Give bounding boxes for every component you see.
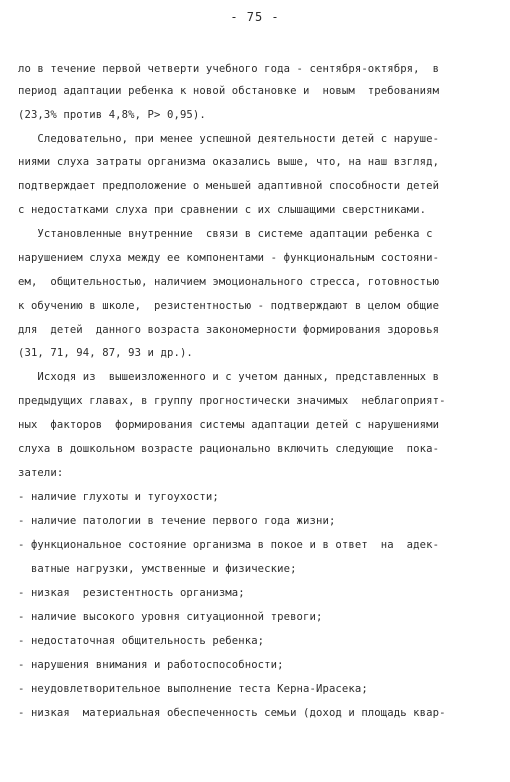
list-item-8: - неудовлетворительное выполнение теста Керна-Ирасека; xyxy=(18,683,368,695)
list-item-1: - наличие глухоты и тугоухости; xyxy=(18,491,219,503)
text-line-14: Исходя из вышеизложенного и с учетом данных, представленных в xyxy=(18,371,440,383)
text-line-1: ло в течение первой четверти учебного года - сентября-октября, в xyxy=(18,63,440,75)
text-line-16: ных факторов формирования системы адаптации детей с нарушениями xyxy=(18,419,440,431)
page-number: - 75 - xyxy=(230,10,280,24)
text-line-17: слуха в дошкольном возрасте рационально включить следующие пока- xyxy=(18,443,440,455)
text-line-10: ем, общительностью, наличием эмоционального стресса, готовностью xyxy=(18,276,440,288)
text-line-2: период адаптации ребенка к новой обстановке и новым требованиям xyxy=(18,85,440,97)
list-item-6: - недостаточная общительность ребенка; xyxy=(18,635,265,647)
text-line-5: ниями слуха затраты организма оказались выше, что, на наш взгляд, xyxy=(18,156,440,168)
text-line-8: Установленные внутренние связи в системе адаптации ребенка с xyxy=(18,228,433,240)
text-line-15: предыдущих главах, в группу прогностически значимых неблагоприят- xyxy=(18,395,446,407)
text-line-12: для детей данного возраста закономерности формирования здоровья xyxy=(18,324,440,336)
list-item-5: - наличие высокого уровня ситуационной тревоги; xyxy=(18,611,323,623)
text-line-4: Следовательно, при менее успешной деятельности детей с наруше- xyxy=(18,133,440,145)
text-line-9: нарушением слуха между ее компонентами - функциональным состояни- xyxy=(18,252,440,264)
list-item-7: - нарушения внимания и работоспособности; xyxy=(18,659,284,671)
text-line-11: к обучению в школе, резистентностью - подтверждают в целом общие xyxy=(18,300,440,312)
text-line-13: (31, 71, 94, 87, 93 и др.). xyxy=(18,347,193,359)
text-line-18: затели: xyxy=(18,467,64,479)
text-line-6: подтверждает предположение о меньшей адаптивной способности детей xyxy=(18,180,440,192)
list-item-3-continuation: ватные нагрузки, умственные и физические; xyxy=(18,563,297,575)
list-item-9: - низкая материальная обеспеченность семьи (доход и площадь квар- xyxy=(18,707,446,719)
list-item-4: - низкая резистентность организма; xyxy=(18,587,245,599)
list-item-3: - функциональное состояние организма в покое и в ответ на адек- xyxy=(18,539,440,551)
text-line-3: (23,3% против 4,8%, Р> 0,95). xyxy=(18,109,206,121)
list-item-2: - наличие патологии в течение первого года жизни; xyxy=(18,515,336,527)
text-line-7: с недостатками слуха при сравнении с их слышащими сверстниками. xyxy=(18,204,427,216)
